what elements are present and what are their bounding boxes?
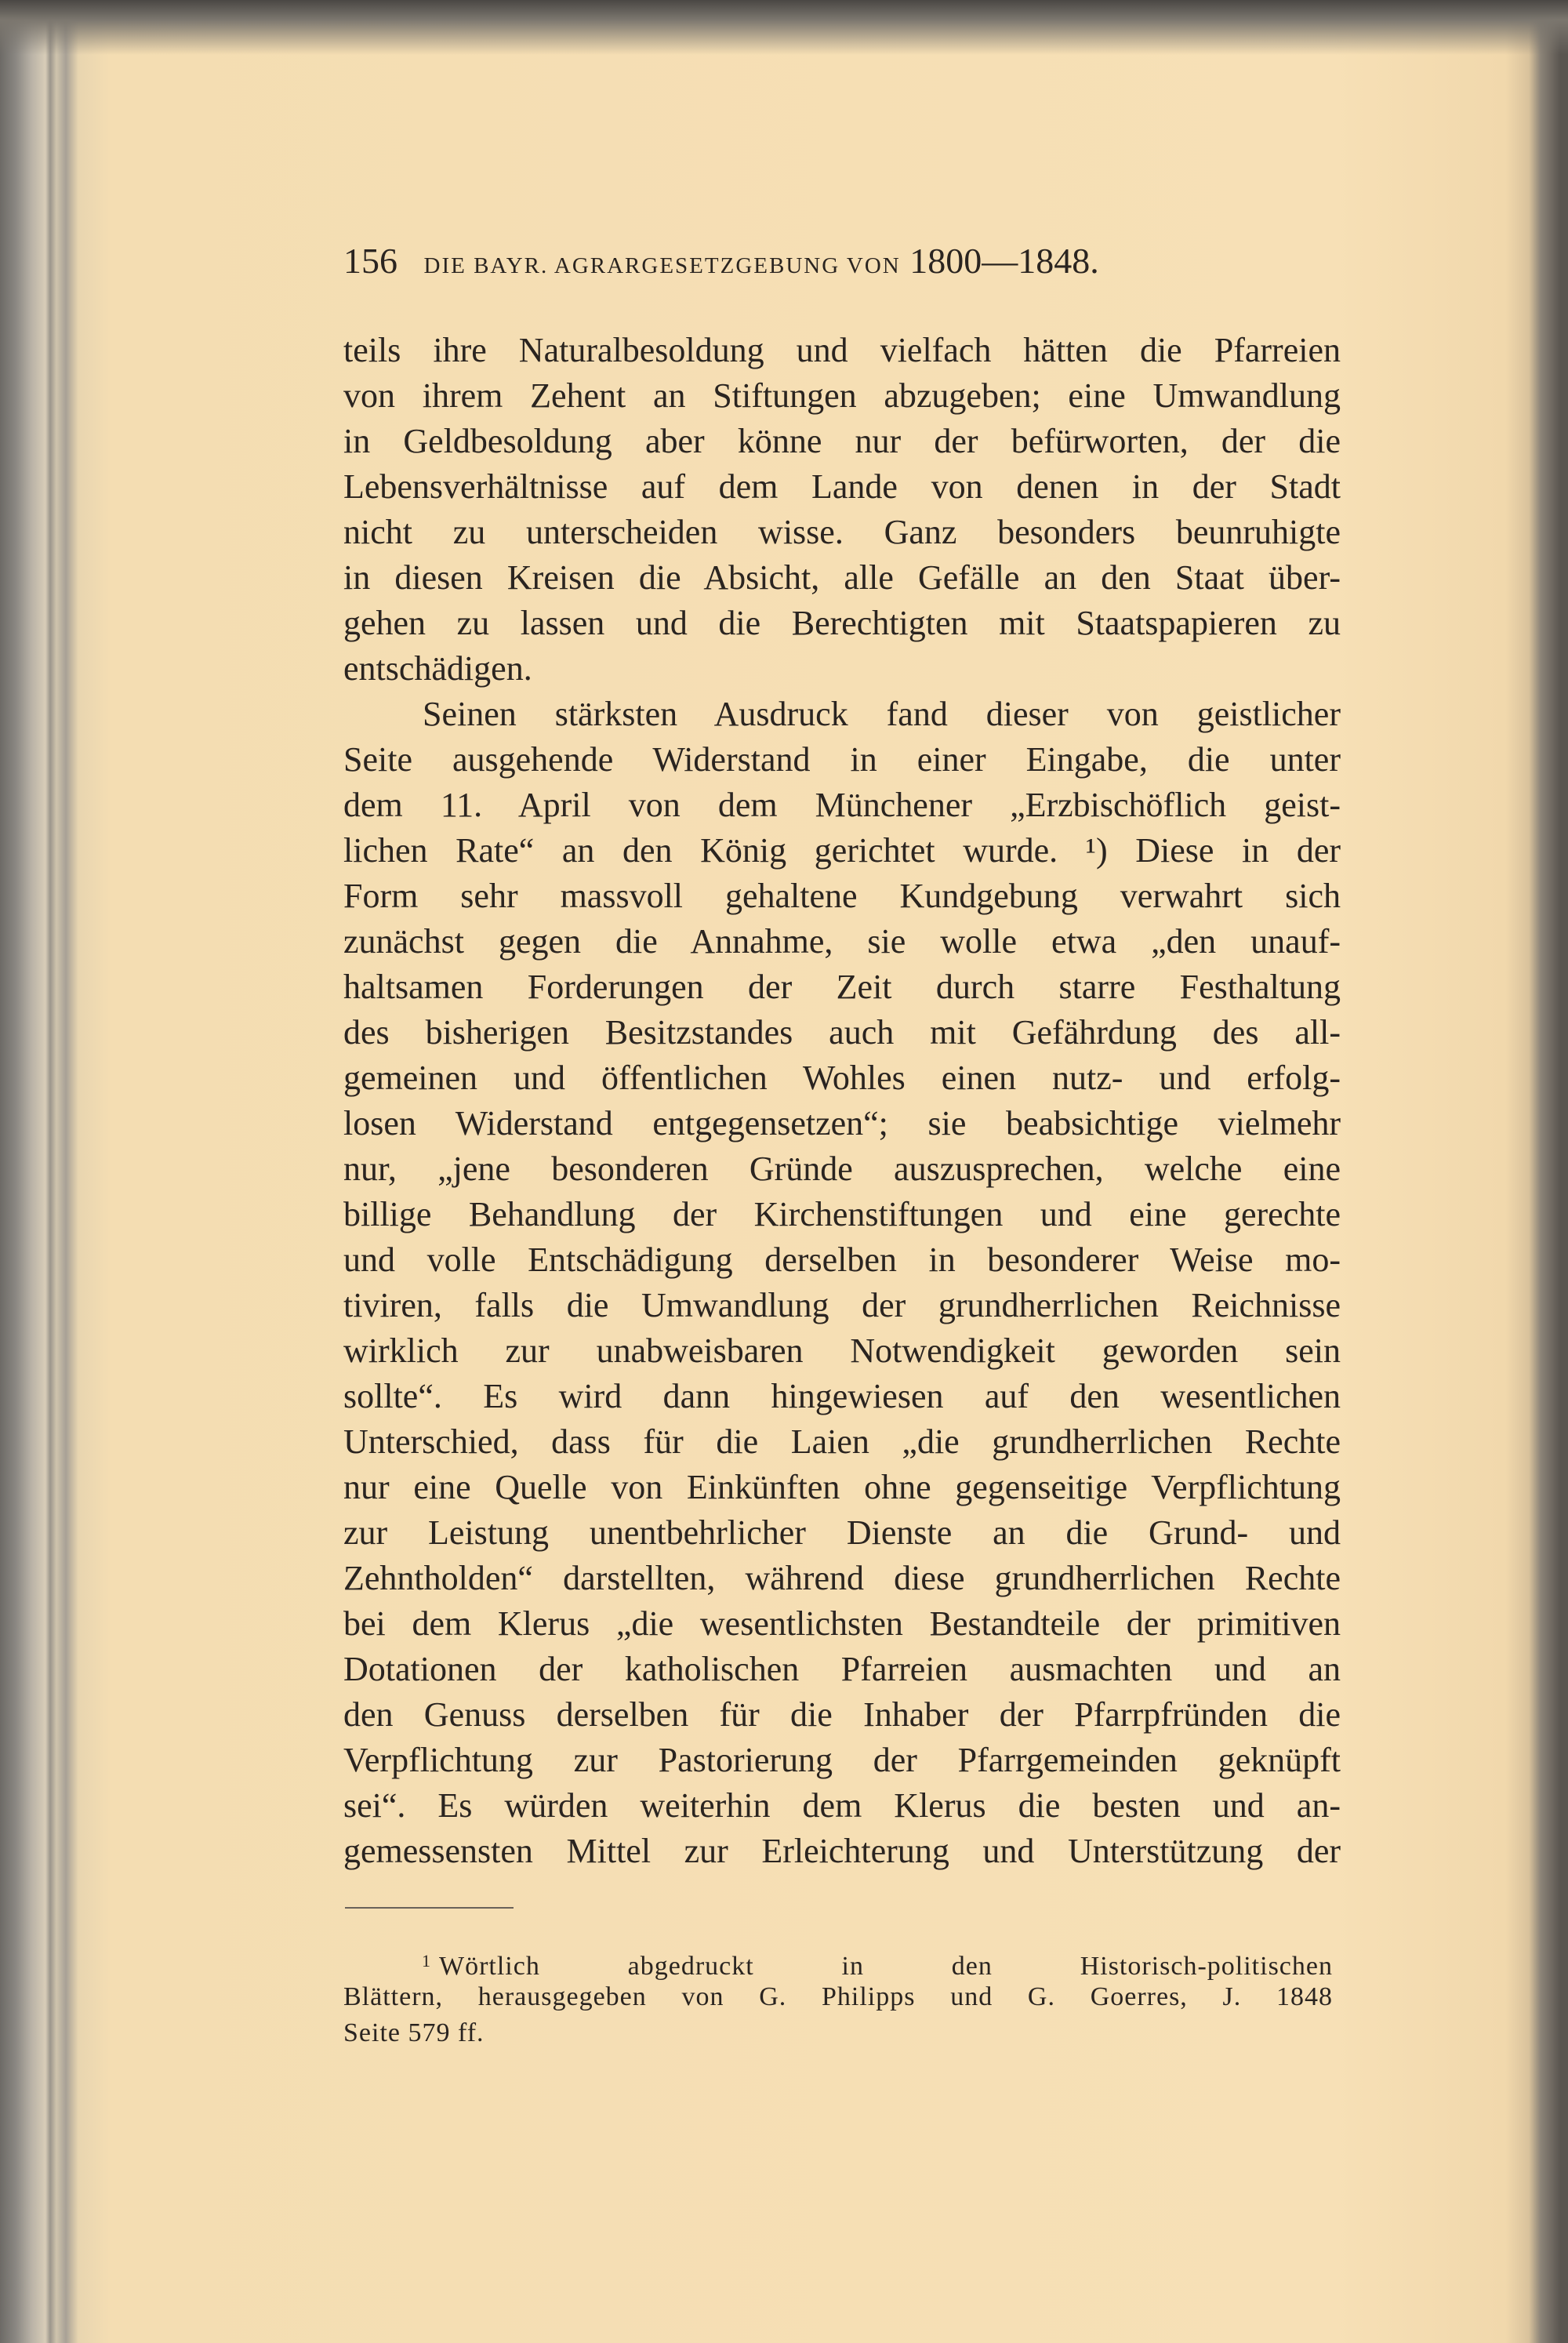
footnote-text: Seite 579 ff.: [343, 2018, 485, 2047]
footnote: [343, 1943, 1333, 2051]
body-text: [343, 328, 1341, 1874]
footnote-text: Blättern, herausgegeben von G. Philipps und G. Goerres, J. 1848: [343, 1982, 1333, 2011]
text-line: losen Widerstand entgegensetzen“; sie beabsichtige vielmehr: [343, 1104, 1341, 1142]
text-line: Unterschied, dass für die Laien „die grundherrlichen Rechte: [343, 1422, 1341, 1461]
text-line: nicht zu unterscheiden wisse. Ganz besonders beunruhigte: [343, 513, 1341, 551]
text-line: tiviren, falls die Umwandlung der grundherrlichen Reichnisse: [343, 1286, 1341, 1324]
footnote-line: [343, 1979, 1333, 2015]
text-line: gehen zu lassen und die Berechtigten mit Staatspapieren zu: [343, 604, 1341, 642]
footnote-line: [343, 1943, 1333, 1979]
text-line: Form sehr massvoll gehaltene Kundgebung verwahrt sich: [343, 877, 1341, 915]
text-line: Seite ausgehende Widerstand in einer Eingabe, die unter: [343, 740, 1341, 779]
text-line: bei dem Klerus „die wesentlichsten Bestandteile der primitiven: [343, 1604, 1341, 1643]
footnote-line: [343, 2015, 1333, 2051]
footnote-text: Wörtlich abgedruckt in den Historisch-politischen: [439, 1952, 1333, 1981]
text-line: des bisherigen Besitzstandes auch mit Gefährdung des all-: [343, 1013, 1341, 1052]
text-line: haltsamen Forderungen der Zeit durch starre Festhaltung: [343, 968, 1341, 1006]
text-line: teils ihre Naturalbesoldung und vielfach hätten die Pfarreien: [343, 331, 1341, 369]
text-line: von ihrem Zehent an Stiftungen abzugeben; eine Umwandlung: [343, 376, 1341, 415]
text-line: den Genuss derselben für die Inhaber der Pfarrpfründen die: [343, 1695, 1341, 1734]
running-title: DIE BAYR. AGRARGESETZGEBUNG VON: [423, 253, 901, 278]
text-line: entschädigen.: [343, 649, 532, 688]
text-line: wirklich zur unabweisbaren Notwendigkeit geworden sein: [343, 1331, 1341, 1370]
text-line: in Geldbesoldung aber könne nur der befürworten, der die: [343, 422, 1341, 460]
text-line: Zehntholden“ darstellten, während diese grundherrlichen Rechte: [343, 1559, 1341, 1597]
text-line: gemessensten Mittel zur Erleichterung und Unterstützung der: [343, 1832, 1341, 1870]
text-line: dem 11. April von dem Münchener „Erzbischöflich geist-: [343, 786, 1341, 824]
footnote-marker: 1: [422, 1951, 431, 1971]
text-line: gemeinen und öffentlichen Wohles einen nutz- und erfolg-: [343, 1059, 1341, 1097]
running-title-years: 1800—1848.: [909, 241, 1099, 281]
text-line: sollte“. Es wird dann hingewiesen auf den wesentlichen: [343, 1377, 1341, 1415]
text-line: nur, „jene besonderen Gründe auszusprechen, welche eine: [343, 1150, 1341, 1188]
text-line: billige Behandlung der Kirchenstiftungen und eine gerechte: [343, 1195, 1341, 1233]
text-line: zur Leistung unentbehrlicher Dienste an die Grund- und: [343, 1513, 1341, 1552]
running-header: [343, 240, 1284, 287]
text-line: lichen Rate“ an den König gerichtet wurde. ¹) Diese in der: [343, 831, 1341, 870]
text-line: zunächst gegen die Annahme, sie wolle etwa „den unauf-: [343, 922, 1341, 961]
page-number: 156: [343, 241, 397, 281]
text-line: nur eine Quelle von Einkünften ohne gegenseitige Verpflichtung: [343, 1468, 1341, 1506]
footnote-divider: [345, 1907, 514, 1909]
text-line: Verpflichtung zur Pastorierung der Pfarrgemeinden geknüpft: [343, 1741, 1341, 1779]
text-line: Seinen stärksten Ausdruck fand dieser von geistlicher: [423, 695, 1341, 733]
text-line: und volle Entschädigung derselben in besonderer Weise mo-: [343, 1241, 1341, 1279]
text-line: Dotationen der katholischen Pfarreien ausmachten und an: [343, 1650, 1341, 1688]
text-line: sei“. Es würden weiterhin dem Klerus die besten und an-: [343, 1786, 1341, 1825]
text-line: in diesen Kreisen die Absicht, alle Gefälle an den Staat über-: [343, 558, 1341, 597]
text-line: Lebensverhältnisse auf dem Lande von denen in der Stadt: [343, 467, 1341, 506]
